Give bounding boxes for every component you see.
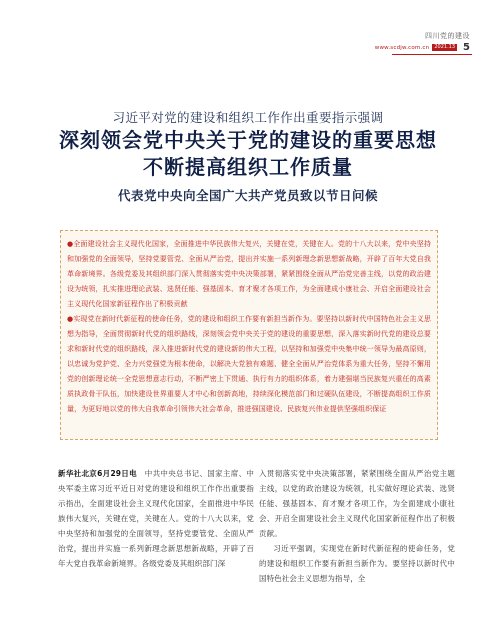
- magazine-name: 四川党的建设: [425, 32, 470, 40]
- issue-badge: 2021.13: [434, 44, 456, 50]
- header-meta: [374, 42, 470, 53]
- body-column-left: [58, 466, 254, 571]
- body-text: 中共中央总书记、国家主席、中央军委主席习近平近日对党的建设和组织工作作出重要指示指出，全面建设社会主义现代化国家，全面推进中华民族伟大复兴，关键在党，关键在人。党的十八大以来，党中央坚持和加强党的全面领导，坚持党要管党、全面从严治党，提出并实施一系列新理念新思想新战略，开辟了百年大党自我革命新境界。各级党委及其组织部门深: [58, 469, 254, 568]
- summary-point-2: ●实现党在新时代新征程的使命任务，党的建设和组织工作要有新担当新作为。要坚持以新时代中国特色社会主义思想为指导，全面贯彻新时代党的组织路线，深刻领会党中央关于党的建设的重要思想，深入落实新时代党的建设总要求和新时代党的组织路线，深入推进新时代党的建设新的伟大工程，以坚持和加强党中央集中统一领导为最高原则，以忠诚为党护党、全力兴党强党为根本使命，以解决大党独有难题、健全全面从严治党体系为重大任务，坚持不懈用党的创新理论统一全党思想意志行动，不断严密上下贯通、执行有力的组织体系，着力建强堪当民族复兴重任的高素质执政骨干队伍，加快建设世界重要人才中心和创新高地，持续深化模范部门和过硬队伍建设，不断提高组织工作质量，为更好地以党的伟大自我革命引领伟大社会革命，推进强国建设、民族复兴伟业提供坚强组织保证: [67, 315, 431, 413]
- page-number: 5: [463, 42, 470, 53]
- summary-box: [60, 230, 438, 440]
- header-divider: [392, 54, 472, 55]
- article-subtitle: 代表党中央向全国广大共产党员致以节日问候: [117, 188, 378, 203]
- body-paragraph: [58, 466, 254, 571]
- article-kicker: 习近平对党的建设和组织工作作出重要指示强调: [112, 110, 384, 125]
- body-paragraph-2: 习近平强调，实现党在新时代新征程的使命任务，党的建设和组织工作要有新担当新作为。要坚持以新时代中国特色社会主义思想为指导，全: [259, 544, 455, 583]
- article-title-line-1: 深刻领会党中央关于党的建设的重要思想: [59, 128, 437, 152]
- article-title-line-2: 不断提高组织工作质量: [143, 155, 353, 179]
- dateline: 新华社北京6月29日电: [58, 469, 137, 478]
- magazine-url[interactable]: www.scdjw.com.cn: [374, 44, 430, 51]
- summary-point-1: ●全面建设社会主义现代化国家，全面推进中华民族伟大复兴，关键在党，关键在人。党的十八大以来，党中央坚持和加强党的全面领导，坚持党要管党、全面从严治党，提出并实施一系列新理念新思想新战略，开辟了百年大党自我革命新境界。各级党委及其组织部门深入贯彻落实党中央决策部署，紧紧围绕全面从严治党完善主线，以党的政治建设为统领，扎实推进理论武装、选贤任能、强基固本、育才聚才各项工作，为全面建成小康社会、开启全面建设社会主义现代化国家新征程作出了积极贡献: [67, 240, 431, 308]
- page-header: [374, 32, 470, 53]
- body-column-right: [259, 466, 455, 586]
- body-paragraph-continued: 入贯彻落实党中央决策部署，紧紧围绕全面从严治党主题主线，以党的政治建设为统领，扎实做好理论武装、选贤任能、强基固本、育才聚才各项工作，为全面建成小康社会、开启全面建设社会主义现代化国家新征程作出了积极贡献。: [259, 469, 455, 538]
